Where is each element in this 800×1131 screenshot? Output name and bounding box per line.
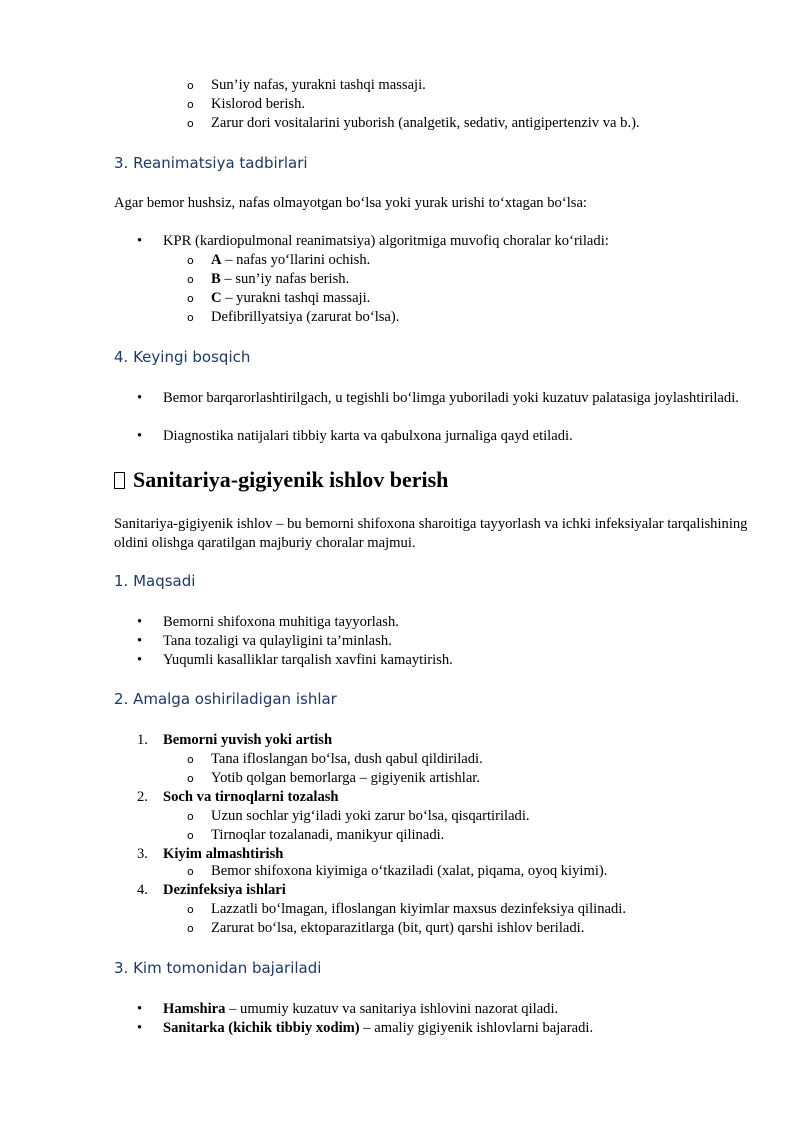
section-heading: 4. Keyingi bosqich bbox=[114, 348, 251, 366]
section-heading: 3. Reanimatsiya tadbirlari bbox=[114, 154, 308, 172]
document-page: o Sun’iy nafas, yurakni tashqi massaji. o Kislorod berish. o Zarur dori vositalarini yuborish (analgetik, sedativ, antigipertenziv va b.). 3. Reanimatsiya tadbirlari Agar bemor hushsiz, nafas olmayotgan bo‘lsa yoki yurak urishi to‘xtagan bo‘lsa: • KPR (kardiopulmonal reanimatsiya) algoritmiga muvofiq choralar ko‘riladi: o A – nafas yo‘llarini ochish. o B – sun’iy nafas berish. o C – yurakni tashqi massaji. o Defibrillyatsiya (zarurat bo‘lsa). 4. Keyingi bosqich • Bemor barqarorlashtirilgach, u tegishli bo‘limga yuboriladi yoki kuzatuv palatasiga joylashtiriladi. • Diagnostika natijalari tibbiy karta va qabulxona jurnaliga qayd etiladi. Sanitariya-gigiyenik ishlov berish Sanitariya-gigiyenik ishlov – bu bemorni shifoxona sharoitiga tayyorlash va ichki infeksiyalar tarqalishining oldini olishga qaratilgan majburiy choralar majmui. 1. Maqsadi • Bemorni shifoxona muhitiga tayyorlash. • Tana tozaligi va qulayligini ta’minlash. • Yuqumli kasalliklar tarqalish xavfini kamaytirish. 2. Amalga oshiriladigan ishlar 1. Bemorni yuvish yoki artish o Tana ifloslangan bo‘lsa, dush qabul qildiriladi. o Yotib qolgan bemorlarga – gigiyenik artishlar. 2. Soch va tirnoqlarni tozalash o Uzun sochlar yig‘iladi yoki zarur bo‘lsa, qisqartiriladi. o Tirnoqlar tozalanadi, manikyur qilinadi. 3. Kiyim almashtirish o Bemor shifoxona kiyimiga o‘tkaziladi (xalat, piqama, oyoq kiyimi). 4. Dezinfeksiya ishlari o Lazzatli bo‘lmagan, ifloslangan kiyimlar maxsus dezinfeksiya qilinadi. o Zarurat bo‘lsa, ektoparazitlarga (bit, qurt) qarshi ishlov beriladi. 3. Kim tomonidan bajariladi • Hamshira – umumiy kuzatuv va sanitariya ishlovini nazorat qiladi. • Sanitarka (kichik tibbiy xodim) – amaliy gigiyenik ishlovlarni bajaradi. bbox=[0, 0, 800, 1131]
section-heading: 2. Amalga oshiriladigan ishlar bbox=[114, 690, 337, 708]
paragraph: Sanitariya-gigiyenik ishlov – bu bemorni shifoxona sharoitiga tayyorlash va ichki infeksiyalar tarqalishining oldini olishga qaratilgan majburiy choralar majmui. bbox=[114, 516, 748, 551]
missing-glyph-icon bbox=[114, 472, 125, 489]
paragraph: Agar bemor hushsiz, nafas olmayotgan bo‘lsa yoki yurak urishi to‘xtagan bo‘lsa: bbox=[114, 195, 587, 211]
main-heading: Sanitariya-gigiyenik ishlov berish bbox=[114, 466, 448, 494]
section-heading: 1. Maqsadi bbox=[114, 572, 196, 590]
section-heading: 3. Kim tomonidan bajariladi bbox=[114, 959, 322, 977]
